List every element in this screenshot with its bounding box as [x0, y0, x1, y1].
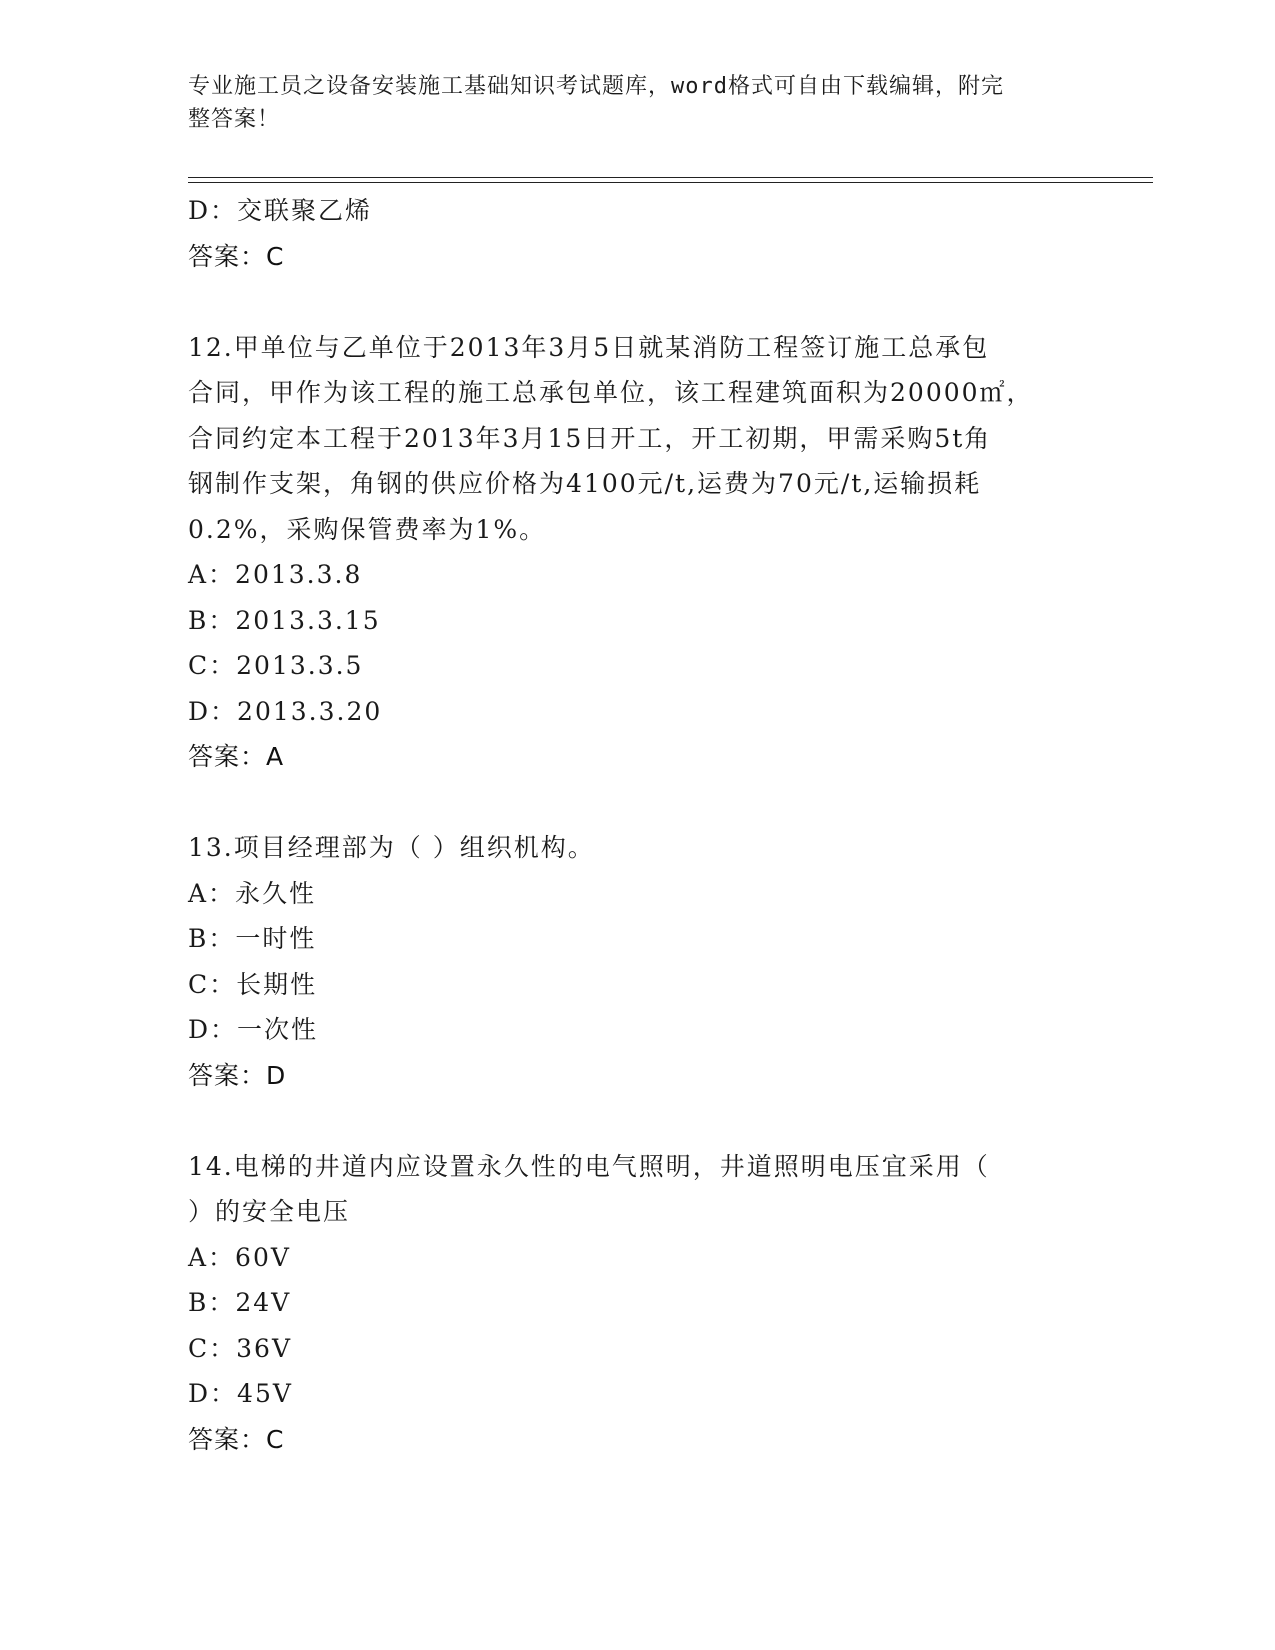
question-text-line: 13.项目经理部为（ ）组织机构。	[188, 833, 595, 862]
question-12	[188, 325, 1088, 780]
question-text-line: 钢制作支架，角钢的供应价格为4100元/t,运费为70元/t,运输损耗	[188, 469, 982, 498]
header-divider-bottom	[188, 182, 1153, 183]
option-a: A：2013.3.8	[188, 560, 363, 589]
answer-line: 答案：A	[188, 742, 285, 771]
header-line-1: 专业施工员之设备安装施工基础知识考试题库，word格式可自由下载编辑，附完	[188, 74, 1004, 99]
option-c: C：36V	[188, 1333, 292, 1363]
document-header	[188, 70, 1068, 136]
option-d: D：45V	[188, 1379, 293, 1408]
question-11-tail	[188, 188, 1088, 279]
option-d: D：2013.3.20	[188, 696, 383, 726]
option-c: C：长期性	[188, 969, 318, 999]
answer-line: 答案：D	[188, 1060, 287, 1090]
option-c: C：2013.3.5	[188, 651, 364, 680]
option-b: B：一时性	[188, 924, 317, 953]
option-b: B：24V	[188, 1288, 292, 1317]
option-a: A：永久性	[188, 878, 317, 908]
question-text-line: ）的安全电压	[188, 1197, 351, 1226]
spacer	[188, 279, 1088, 325]
question-text-line: 合同约定本工程于2013年3月15日开工，开工初期，甲需采购5t角	[188, 423, 992, 453]
question-text-line: 0.2%，采购保管费率为1%。	[188, 514, 547, 544]
question-text-line: 合同，甲作为该工程的施工总承包单位，该工程建筑面积为20000㎡，	[188, 378, 1034, 407]
question-text-line: 14.电梯的井道内应设置永久性的电气照明，井道照明电压宜采用（	[188, 1151, 990, 1181]
option-d: D：交联聚乙烯	[188, 196, 373, 225]
option-a: A：60V	[188, 1242, 291, 1272]
answer-line: 答案：C	[188, 241, 285, 271]
question-13	[188, 825, 1088, 1098]
question-list	[188, 188, 1088, 1462]
question-text-line: 12.甲单位与乙单位于2013年3月5日就某消防工程签订施工总承包	[188, 332, 990, 362]
spacer	[188, 1098, 1088, 1144]
spacer	[188, 780, 1088, 826]
question-14	[188, 1144, 1088, 1463]
header-divider-top	[188, 177, 1153, 178]
answer-line: 答案：C	[188, 1424, 285, 1454]
option-d: D：一次性	[188, 1015, 319, 1044]
header-line-2: 整答案！	[188, 107, 281, 132]
option-b: B：2013.3.15	[188, 605, 381, 635]
